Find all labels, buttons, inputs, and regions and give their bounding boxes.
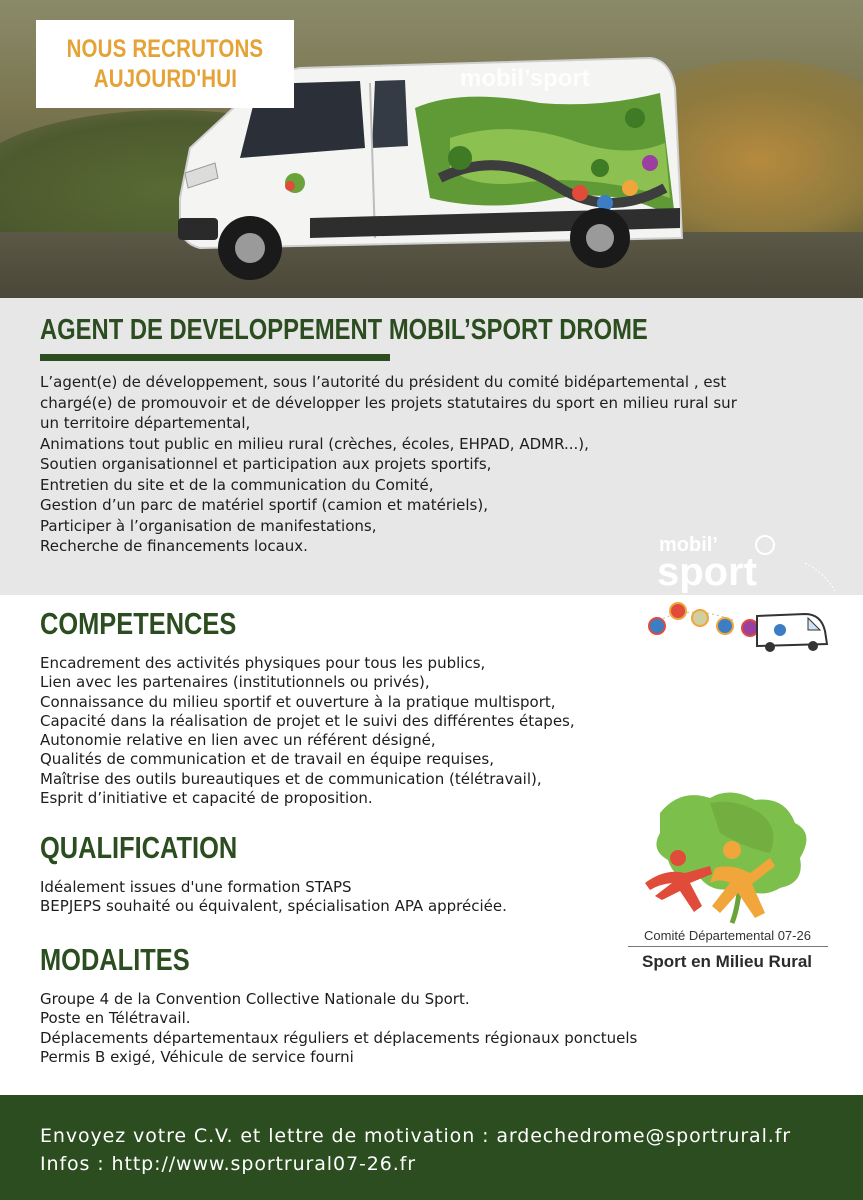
list-item: Connaissance du milieu sportif et ouverture à la pratique multisport, [40, 692, 556, 711]
list-item: Groupe 4 de la Convention Collective Nationale du Sport. [40, 990, 470, 1008]
description-line: Animations tout public en milieu rural (crèches, écoles, EHPAD, ADMR...), [40, 434, 589, 453]
contact-email-line: Envoyez votre C.V. et lettre de motivation : ardechedrome@sportrural.fr [40, 1125, 792, 1147]
list-item: Encadrement des activités physiques pour tous les publics, [40, 654, 486, 672]
list-item: Esprit d’initiative et capacité de proposition. [40, 789, 373, 808]
hero-photo [0, 0, 863, 298]
recruiting-banner [36, 20, 294, 108]
description-line: Gestion d’un parc de matériel sportif (camion et matériels), [40, 496, 488, 514]
list-item: Qualités de communication et de travail en équipe requises, [40, 750, 494, 769]
committee-logo [620, 788, 840, 978]
modalites-heading: MODALITES [40, 942, 190, 977]
mobil-logo-top: mobil’ [659, 534, 718, 556]
list-item: Poste en Télétravail. [40, 1009, 191, 1028]
mobil-sport-logo [655, 533, 840, 593]
description-line: Soutien organisationnel et participation aux projets sportifs, [40, 455, 492, 473]
description-line: chargé(e) de promouvoir et de développer les projets statutaires du sport en milieu rural sur [40, 393, 737, 412]
competences-list [40, 654, 575, 808]
title-underline [40, 354, 390, 361]
committee-divider [628, 946, 828, 947]
description-line: Participer à l’organisation de manifestations, [40, 516, 377, 535]
list-item: Lien avec les partenaires (institutionnels ou privés), [40, 673, 430, 692]
description-line: Recherche de financements locaux. [40, 537, 308, 555]
list-item: Maîtrise des outils bureautiques et de communication (télétravail), [40, 769, 542, 788]
modalites-list [40, 990, 637, 1067]
committee-tagline: Sport en Milieu Rural [641, 952, 813, 971]
committee-name: Comité Départemental 07-26 [644, 928, 811, 943]
description-line: L’agent(e) de développement, sous l’autorité du président du comité bidépartemental , est [40, 373, 727, 391]
recruiting-line-2: AUJOURD'HUI [93, 65, 237, 93]
list-item: Idéalement issues d'une formation STAPS [40, 878, 352, 896]
job-title: AGENT DE DEVELOPPEMENT MOBIL’SPORT DROME [40, 314, 648, 346]
list-item: BEPJEPS souhaité ou équivalent, spécialisation APA appréciée. [40, 897, 507, 916]
list-item: Déplacements départementaux réguliers et déplacements régionaux ponctuels [40, 1028, 638, 1047]
qualification-list [40, 878, 507, 917]
job-description [40, 372, 830, 557]
list-item: Capacité dans la réalisation de projet et le suivi des différentes étapes, [40, 711, 575, 730]
van-brand-text: mobil’sport [460, 65, 590, 92]
van-icon [757, 614, 827, 652]
list-item: Autonomie relative en lien avec un référent désigné, [40, 731, 436, 750]
competences-heading: COMPETENCES [40, 606, 237, 641]
recruiting-line-1: NOUS RECRUTONS [66, 35, 264, 63]
list-item: Permis B exigé, Véhicule de service fourni [40, 1047, 354, 1066]
contact-website-line: Infos : http://www.sportrural07-26.fr [40, 1153, 416, 1175]
description-line: Entretien du site et de la communication du Comité, [40, 475, 434, 494]
qualification-heading: QUALIFICATION [40, 830, 238, 865]
job-description-section [0, 298, 863, 595]
sport-icons-van-graphic [645, 596, 835, 656]
contact-footer [0, 1095, 863, 1200]
mobil-logo-bottom: sport [657, 550, 757, 593]
description-line: un territoire départemental, [40, 414, 251, 432]
